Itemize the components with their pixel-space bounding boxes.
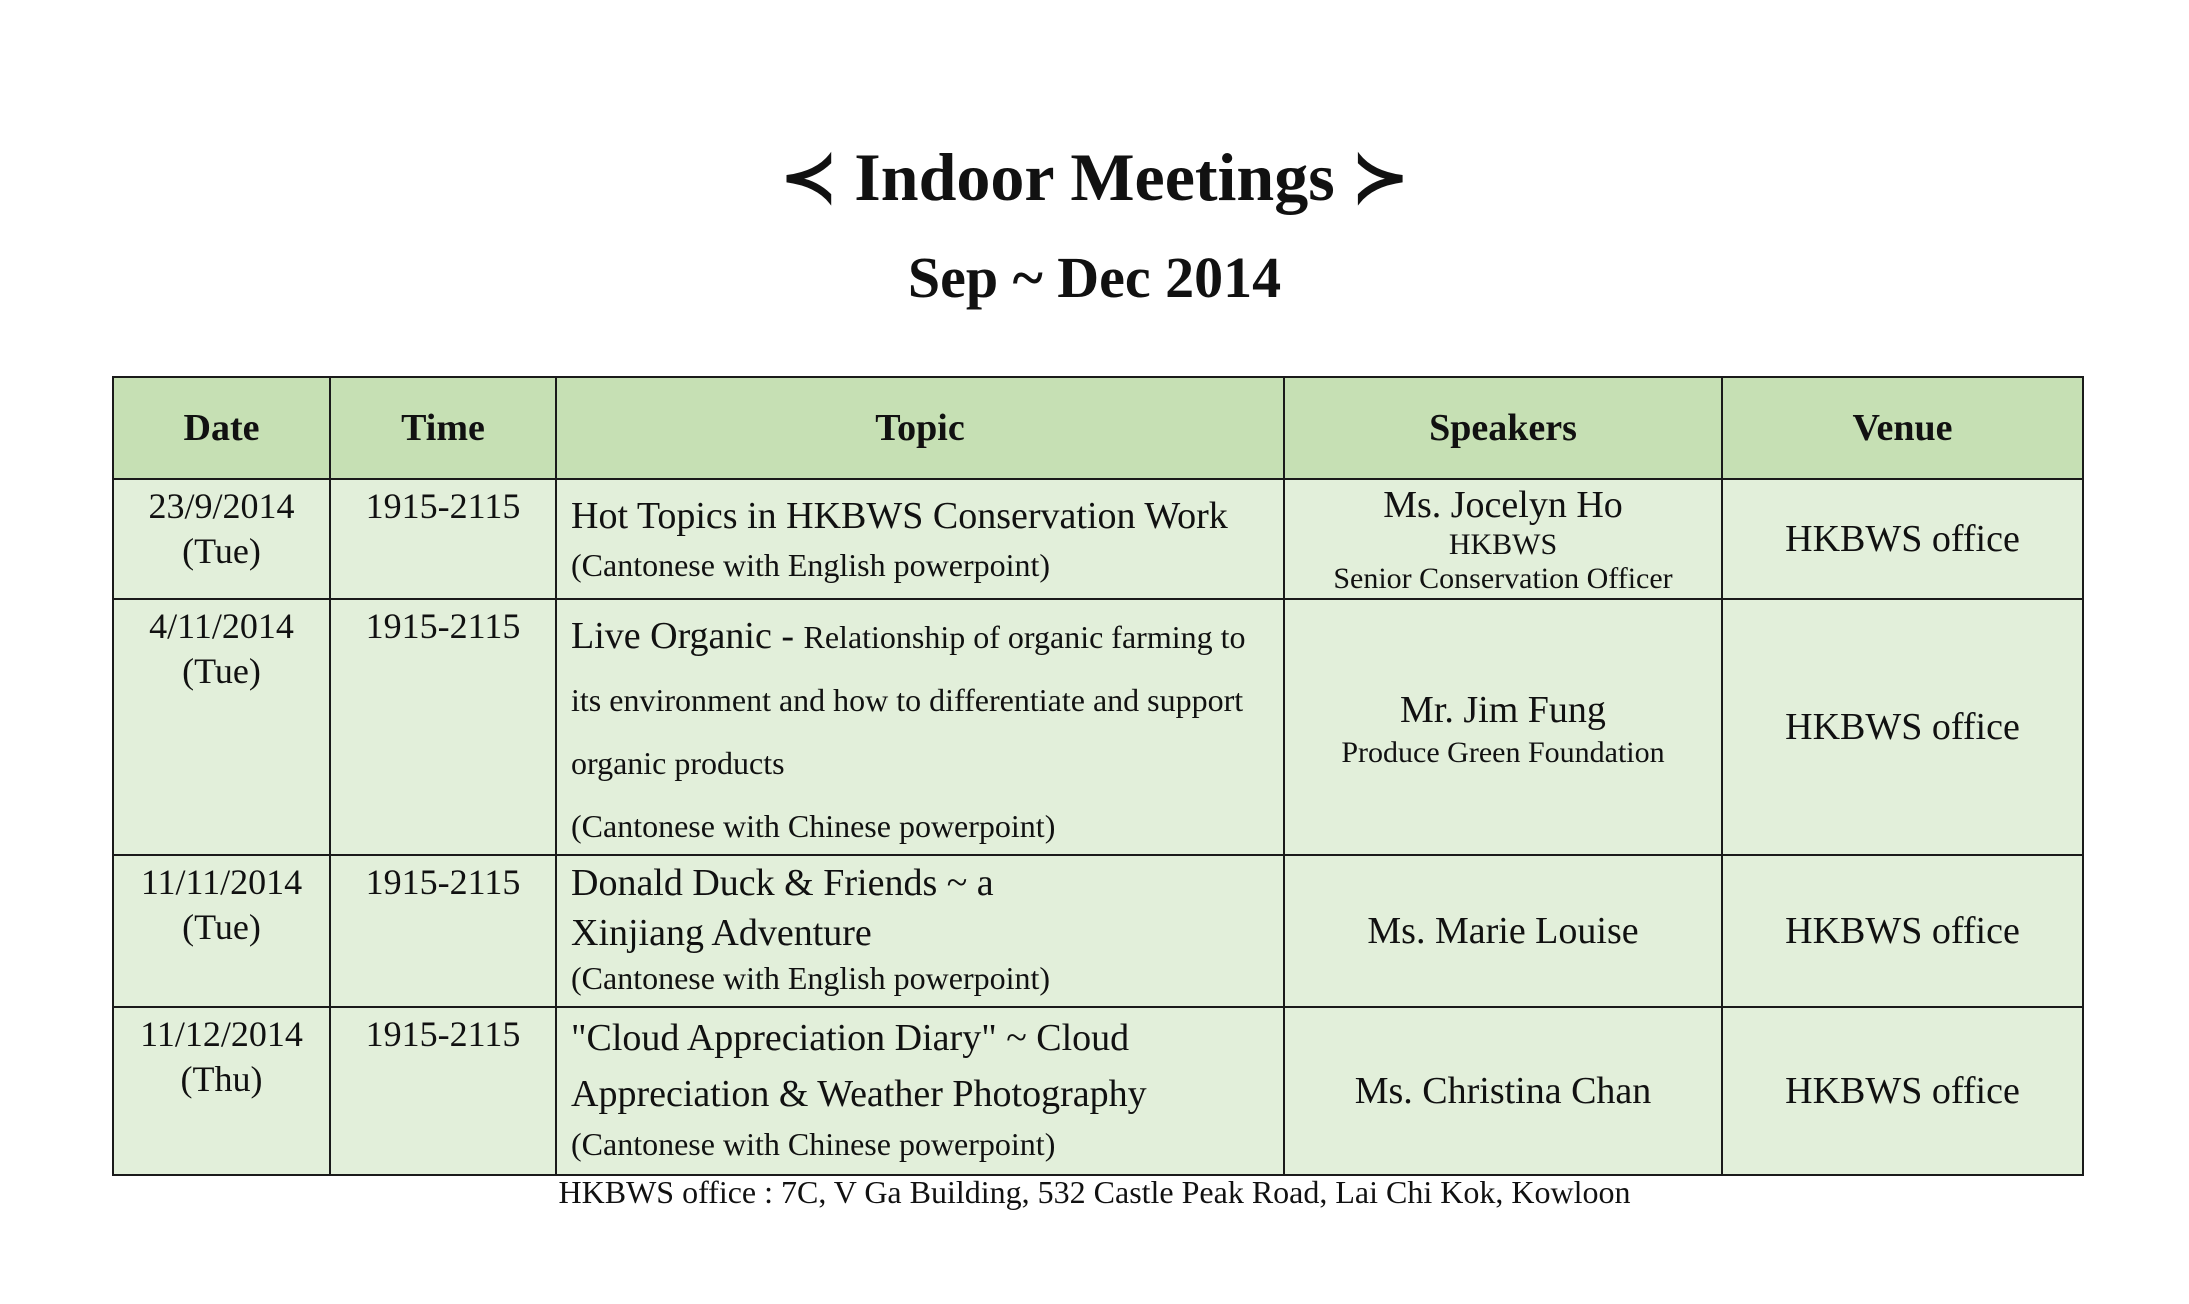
topic-title: "Cloud Appreciation Diary" ~ Cloud Appreciation & Weather Photography: [571, 1017, 1147, 1115]
column-header-time: Time: [330, 377, 556, 479]
column-header-speakers: Speakers: [1284, 377, 1722, 479]
topic-cell: [556, 1007, 1284, 1175]
meetings-table: [112, 376, 2084, 1176]
speaker-name: Ms. Marie Louise: [1367, 910, 1639, 952]
time-cell: 1915-2115: [330, 855, 556, 1007]
speaker-name: Ms. Christina Chan: [1354, 1070, 1652, 1112]
topic-title: Hot Topics in HKBWS Conservation Work: [571, 495, 1228, 537]
date-text: 11/12/2014: [140, 1014, 303, 1054]
speaker-name: Ms. Jocelyn Ho: [1383, 484, 1623, 526]
venue-address-footer: HKBWS office : 7C, V Ga Building, 532 Castle Peak Road, Lai Chi Kok, Kowloon: [558, 1174, 1631, 1210]
topic-description: Relationship of organic farming to its environment and how to differentiate and support organic products: [571, 619, 1246, 781]
table-row: [113, 1007, 2083, 1175]
day-text: (Tue): [182, 531, 261, 571]
table-header-row: [113, 377, 2083, 479]
time-cell: 1915-2115: [330, 1007, 556, 1175]
page-subtitle: Sep ~ Dec 2014: [907, 245, 1282, 310]
speaker-cell: [1284, 479, 1722, 599]
column-header-date: Date: [113, 377, 330, 479]
day-text: (Tue): [182, 651, 261, 691]
topic-cell: [556, 855, 1284, 1007]
topic-language-note: (Cantonese with Chinese powerpoint): [571, 808, 1056, 844]
date-text: 23/9/2014: [148, 486, 295, 526]
speaker-name: Mr. Jim Fung: [1400, 689, 1606, 731]
speaker-cell: [1284, 1007, 1722, 1175]
table-row: [113, 855, 2083, 1007]
topic-language-note: (Cantonese with English powerpoint): [571, 547, 1051, 583]
venue-cell: HKBWS office: [1722, 599, 2083, 855]
date-cell: [113, 479, 330, 599]
day-text: (Thu): [180, 1059, 263, 1099]
topic-title: Donald Duck & Friends ~ a Xinjiang Adventure: [571, 862, 994, 954]
speaker-cell: [1284, 599, 1722, 855]
time-cell: 1915-2115: [330, 599, 556, 855]
topic-language-note: (Cantonese with English powerpoint): [571, 960, 1051, 996]
page-title: ≺ Indoor Meetings ≻: [780, 139, 1409, 215]
time-cell: 1915-2115: [330, 479, 556, 599]
venue-cell: HKBWS office: [1722, 855, 2083, 1007]
column-header-venue: Venue: [1722, 377, 2083, 479]
speaker-role: Senior Conservation Officer: [1333, 562, 1673, 595]
table-row: [113, 479, 2083, 599]
venue-cell: HKBWS office: [1722, 479, 2083, 599]
date-cell: [113, 1007, 330, 1175]
topic-title: Live Organic -: [571, 615, 804, 657]
speaker-cell: [1284, 855, 1722, 1007]
speaker-organization: Produce Green Foundation: [1341, 736, 1665, 769]
date-cell: [113, 599, 330, 855]
venue-cell: HKBWS office: [1722, 1007, 2083, 1175]
topic-cell: [556, 599, 1284, 855]
topic-language-note: (Cantonese with Chinese powerpoint): [571, 1126, 1056, 1162]
table-row: [113, 599, 2083, 855]
date-cell: [113, 855, 330, 1007]
date-text: 11/11/2014: [140, 862, 303, 902]
date-text: 4/11/2014: [149, 606, 294, 646]
day-text: (Tue): [182, 907, 261, 947]
topic-cell: [556, 479, 1284, 599]
column-header-topic: Topic: [556, 377, 1284, 479]
speaker-organization: HKBWS: [1448, 528, 1558, 561]
